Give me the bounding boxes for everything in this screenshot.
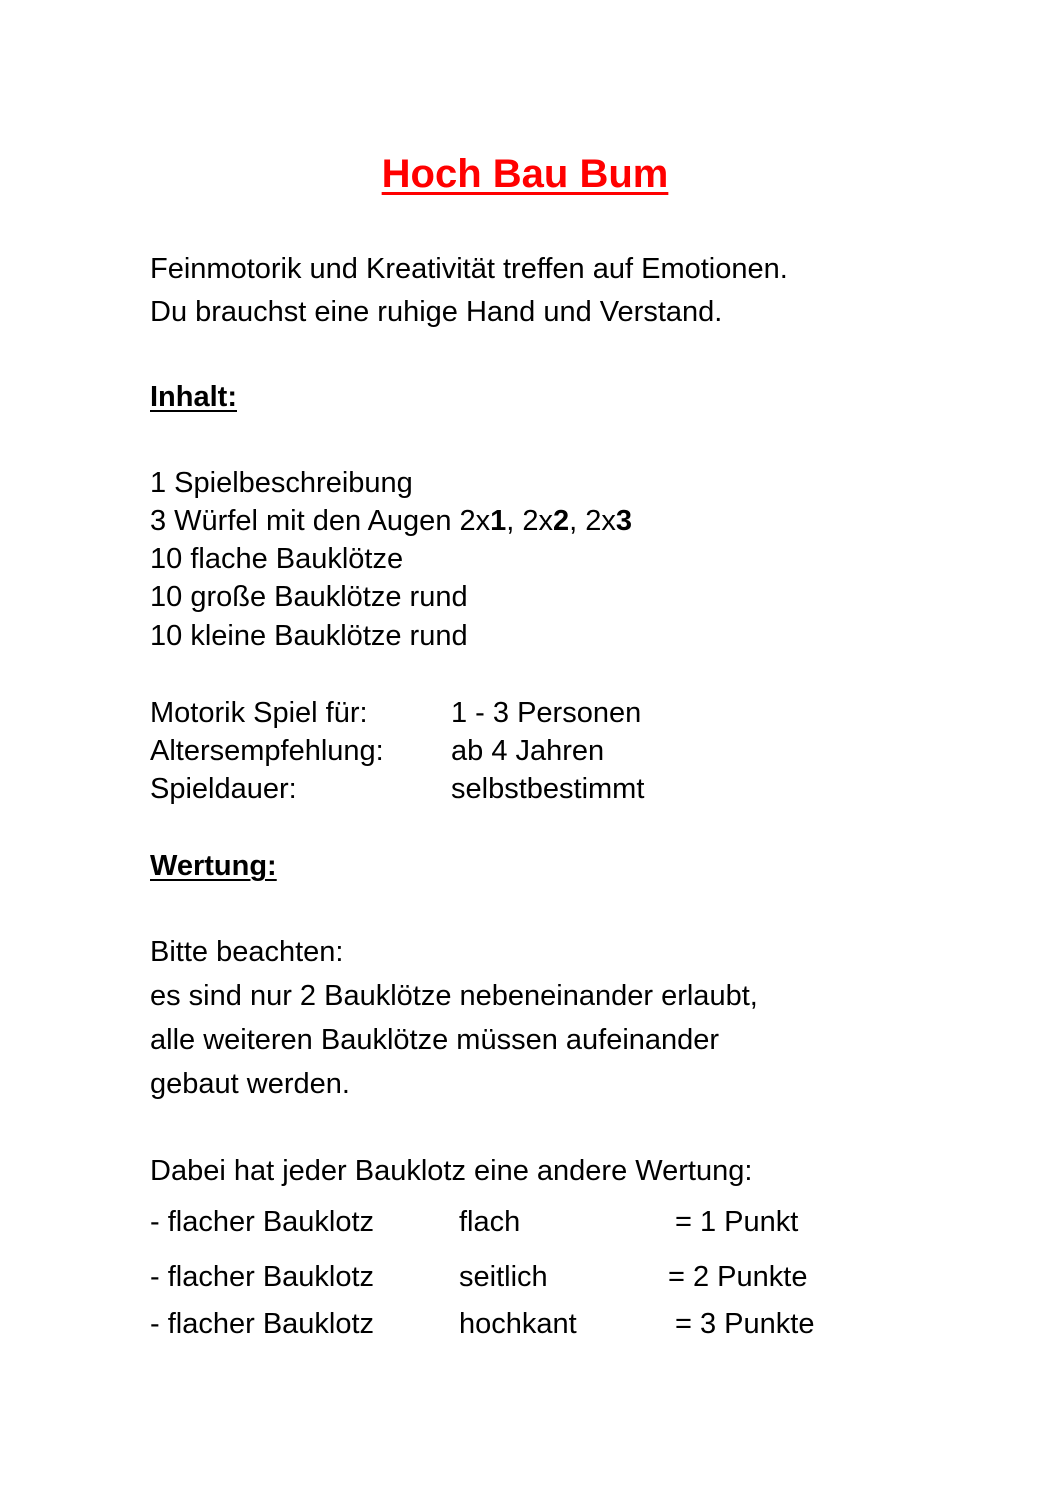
dice-sep-2: , 2x: [569, 505, 616, 537]
dice-sep-1: , 2x: [506, 505, 554, 537]
fact-value: 1 - 3 Personen: [451, 697, 642, 729]
contents-item: 10 kleine Bauklötze rund: [150, 620, 468, 652]
scoring-heading: Wertung:: [150, 850, 277, 882]
page-title: Hoch Bau Bum: [381, 152, 669, 196]
fact-label: Spieldauer:: [150, 773, 297, 805]
scoring-note-line: es sind nur 2 Bauklötze nebeneinander erlaubt,: [150, 980, 758, 1012]
scoring-block: - flacher Bauklotz: [150, 1308, 375, 1340]
dice-value-3: 3: [615, 505, 633, 537]
fact-label: Altersempfehlung:: [150, 735, 384, 767]
contents-item: 1 Spielbeschreibung: [150, 467, 413, 499]
fact-value: ab 4 Jahren: [451, 735, 605, 767]
dice-prefix: 3 Würfel mit den Augen 2x: [150, 505, 491, 537]
dice-value-2: 2: [553, 505, 570, 537]
scoring-note-line: alle weiteren Bauklötze müssen aufeinander: [150, 1024, 720, 1056]
scoring-block: - flacher Bauklotz: [150, 1261, 375, 1293]
dice-value-1: 1: [490, 505, 507, 537]
intro-line-1: Feinmotorik und Kreativität treffen auf Emotionen.: [150, 253, 788, 285]
scoring-points: = 1 Punkt: [675, 1206, 799, 1238]
contents-item-dice: [150, 504, 632, 538]
scoring-note-line: gebaut werden.: [150, 1068, 350, 1100]
intro-line-2: Du brauchst eine ruhige Hand und Verstand.: [150, 296, 723, 328]
contents-item: 10 flache Bauklötze: [150, 543, 404, 575]
fact-label: Motorik Spiel für:: [150, 697, 368, 729]
scoring-orientation: flach: [459, 1206, 521, 1238]
contents-item: 10 große Bauklötze rund: [150, 581, 468, 613]
scoring-points: = 3 Punkte: [675, 1308, 815, 1340]
scoring-orientation: seitlich: [459, 1261, 548, 1293]
fact-value: selbstbestimmt: [451, 773, 645, 805]
scoring-note-line: Bitte beachten:: [150, 936, 344, 968]
contents-heading: Inhalt:: [150, 381, 237, 413]
scoring-intro: Dabei hat jeder Bauklotz eine andere Wertung:: [150, 1155, 753, 1187]
scoring-orientation: hochkant: [459, 1308, 577, 1340]
scoring-block: - flacher Bauklotz: [150, 1206, 375, 1238]
scoring-points: = 2 Punkte: [668, 1261, 808, 1293]
